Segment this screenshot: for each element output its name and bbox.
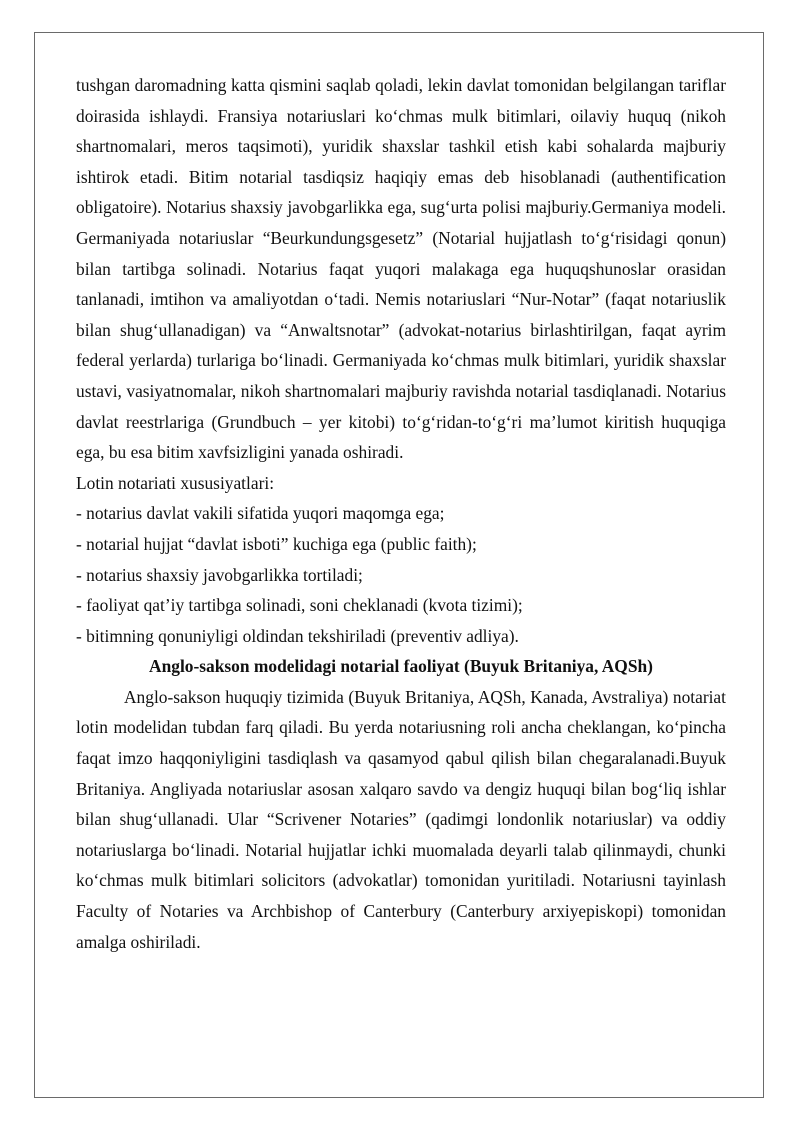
list-item: - faoliyat qat’iy tartibga solinadi, soni cheklanadi (kvota tizimi);	[76, 595, 523, 616]
list-item: - notarius davlat vakili sifatida yuqori maqomga ega;	[76, 503, 445, 524]
list-item: - notarius shaxsiy javobgarlikka tortiladi;	[76, 564, 363, 585]
list-title: Lotin notariati xususiyatlari:	[76, 472, 275, 493]
section-heading: Anglo-sakson modelidagi notarial faoliyat (Buyuk Britaniya, AQSh)	[149, 656, 653, 677]
list-item: - bitimning qonuniyligi oldindan tekshiriladi (preventiv adliya).	[76, 625, 519, 646]
list-item: - notarial hujjat “davlat isboti” kuchiga ega (public faith);	[76, 533, 477, 554]
document-body	[76, 70, 726, 957]
paragraph-anglo-saxon-notariat: Anglo-sakson huquqiy tizimida (Buyuk Britaniya, AQSh, Kanada, Avstraliya) notariat lotin modelidan tubdan farq qiladi. Bu yerda notariusning roli ancha cheklangan, ko‘pincha faqat imzo haqqoniyligini tasdiqlash va qasamyod qabul qilish bilan chegaralanadi.Buyuk Britaniya. Angliyada notariuslar asosan xalqaro savdo va dengiz huquqi bilan bog‘liq ishlar bilan shug‘ullanadi. Ular “Scrivener Notaries” (qadimgi londonlik notariuslar) va oddiy notariuslarga bo‘linadi. Notarial hujjatlar ichki muomalada deyarli talab qilinmaydi, chunki ko‘chmas mulk bitimlari solicitors (advokatlar) tomonidan yuritiladi. Notariusni tayinlash Faculty of Notaries va Archbishop of Canterbury (Canterbury arxiyepiskopi) tomonidan amalga oshiriladi.	[76, 686, 726, 952]
paragraph-french-german-notariat: tushgan daromadning katta qismini saqlab qoladi, lekin davlat tomonidan belgilangan tariflar doirasida ishlaydi. Fransiya notariuslari ko‘chmas mulk bitimlari, oilaviy huquq (nikoh shartnomalari, meros taqsimoti), yuridik shaxslar tashkil etish kabi sohalarda majburiy ishtirok etadi. Bitim notarial tasdiqsiz haqiqiy emas deb hisoblanadi (authentification obligatoire). Notarius shaxsiy javobgarlikka ega, sug‘urta polisi majburiy.Germaniya modeli. Germaniyada notariuslar “Beurkundungsgesetz” (Notarial hujjatlash to‘g‘risidagi qonun) bilan tartibga solinadi. Notarius faqat yuqori malakaga ega huquqshunoslar orasidan tanlanadi, imtihon va amaliyotdan o‘tadi. Nemis notariuslari “Nur-Notar” (faqat notariuslik bilan shug‘ullanadigan) va “Anwaltsnotar” (advokat-notarius birlashtirilgan, faqat ayrim federal yerlarda) turlariga bo‘linadi. Germaniyada ko‘chmas mulk bitimlari, yuridik shaxslar ustavi, vasiyatnomalar, nikoh shartnomalari majburiy ravishda notarial tasdiqlanadi. Notarius davlat reestrlariga (Grundbuch – yer kitobi) to‘g‘ridan-to‘g‘ri ma’lumot kiritish huquqiga ega, bu esa bitim xavfsizligini yanada oshiradi.	[76, 75, 726, 463]
